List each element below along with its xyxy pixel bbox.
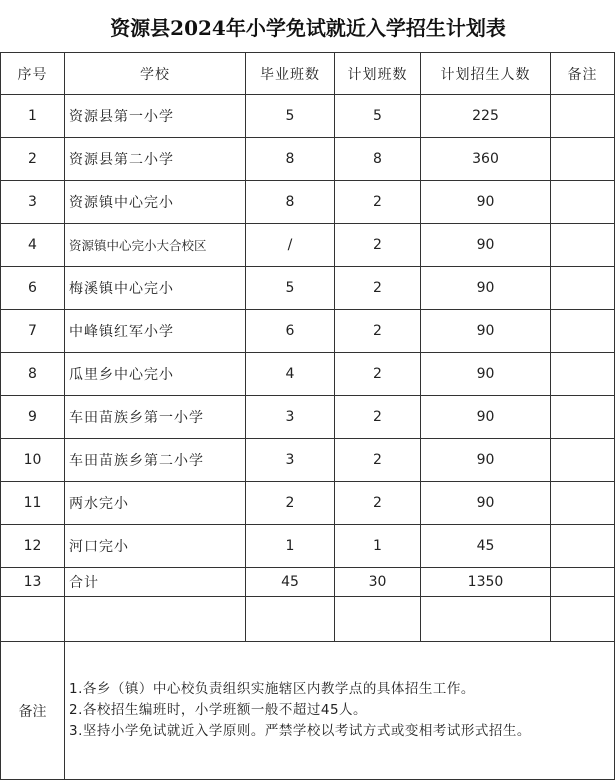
blank-cell: [551, 597, 615, 642]
row-planned-classes: 5: [335, 95, 421, 138]
row-remarks: [551, 353, 615, 396]
row-index: 2: [1, 138, 65, 181]
row-index: 12: [1, 525, 65, 568]
row-remarks: [551, 439, 615, 482]
header-school: 学校: [65, 53, 246, 95]
row-index: 4: [1, 224, 65, 267]
note-item: 2.各校招生编班时，小学班额一般不超过45人。: [69, 702, 368, 718]
row-index: 10: [1, 439, 65, 482]
row-remarks: [551, 224, 615, 267]
row-planned-classes: 2: [335, 267, 421, 310]
row-graduating-classes: /: [246, 224, 335, 267]
row-planned-enrollment: 225: [421, 95, 551, 138]
row-planned-classes: 2: [335, 310, 421, 353]
row-index: 11: [1, 482, 65, 525]
row-remarks: [551, 396, 615, 439]
row-remarks: [551, 181, 615, 224]
table-row: [1, 396, 615, 439]
row-graduating-classes: 5: [246, 95, 335, 138]
row-planned-enrollment: 90: [421, 224, 551, 267]
table-row: [1, 224, 615, 267]
row-remarks: [551, 95, 615, 138]
row-remarks: [551, 482, 615, 525]
row-graduating-classes: 4: [246, 353, 335, 396]
row-graduating-classes: 3: [246, 439, 335, 482]
row-graduating-classes: 2: [246, 482, 335, 525]
row-index: 9: [1, 396, 65, 439]
row-planned-enrollment: 90: [421, 267, 551, 310]
row-planned-classes: 2: [335, 482, 421, 525]
row-planned-enrollment: 90: [421, 482, 551, 525]
table-row: [1, 138, 615, 181]
row-school: 资源镇中心完小: [65, 181, 246, 224]
total-planned-enrollment: 1350: [421, 568, 551, 597]
table-row: [1, 95, 615, 138]
notes-label: 备注: [1, 642, 65, 780]
row-index: 7: [1, 310, 65, 353]
total-planned-classes: 30: [335, 568, 421, 597]
table-row: [1, 310, 615, 353]
row-remarks: [551, 525, 615, 568]
row-graduating-classes: 8: [246, 181, 335, 224]
header-planned-enrollment: 计划招生人数: [421, 53, 551, 95]
blank-cell: [1, 597, 65, 642]
row-graduating-classes: 6: [246, 310, 335, 353]
row-graduating-classes: 1: [246, 525, 335, 568]
row-planned-classes: 2: [335, 353, 421, 396]
total-graduating-classes: 45: [246, 568, 335, 597]
row-school: 资源县第一小学: [65, 95, 246, 138]
row-planned-classes: 2: [335, 181, 421, 224]
row-planned-classes: 2: [335, 396, 421, 439]
row-remarks: [551, 267, 615, 310]
row-planned-enrollment: 90: [421, 396, 551, 439]
row-planned-enrollment: 90: [421, 439, 551, 482]
note-item: 3.坚持小学免试就近入学原则。严禁学校以考试方式或变相考试形式招生。: [69, 723, 531, 739]
row-school: 梅溪镇中心完小: [65, 267, 246, 310]
row-planned-classes: 2: [335, 439, 421, 482]
blank-row: [1, 597, 615, 642]
header-planned-classes: 计划班数: [335, 53, 421, 95]
row-index: 1: [1, 95, 65, 138]
row-graduating-classes: 5: [246, 267, 335, 310]
row-planned-enrollment: 45: [421, 525, 551, 568]
row-school: 中峰镇红军小学: [65, 310, 246, 353]
row-remarks: [551, 310, 615, 353]
row-planned-enrollment: 90: [421, 310, 551, 353]
row-planned-enrollment: 90: [421, 181, 551, 224]
row-remarks: [551, 138, 615, 181]
enrollment-plan-table: [0, 52, 615, 780]
row-school: 车田苗族乡第二小学: [65, 439, 246, 482]
table-row: [1, 482, 615, 525]
row-school: 车田苗族乡第一小学: [65, 396, 246, 439]
blank-cell: [246, 597, 335, 642]
blank-cell: [335, 597, 421, 642]
total-row: [1, 568, 615, 597]
row-planned-classes: 8: [335, 138, 421, 181]
notes-content: [65, 642, 615, 780]
row-planned-classes: 2: [335, 224, 421, 267]
row-school: 资源县第二小学: [65, 138, 246, 181]
row-graduating-classes: 3: [246, 396, 335, 439]
row-planned-enrollment: 90: [421, 353, 551, 396]
note-item: 1.各乡（镇）中心校负责组织实施辖区内教学点的具体招生工作。: [69, 681, 475, 697]
table-title: 资源县2024年小学免试就近入学招生计划表: [110, 15, 506, 40]
row-index: 3: [1, 181, 65, 224]
row-planned-classes: 1: [335, 525, 421, 568]
row-index: 8: [1, 353, 65, 396]
row-school: 瓜里乡中心完小: [65, 353, 246, 396]
notes-row: [1, 642, 615, 780]
table-row: [1, 353, 615, 396]
row-index: 6: [1, 267, 65, 310]
table-row: [1, 439, 615, 482]
header-index: 序号: [1, 53, 65, 95]
blank-cell: [421, 597, 551, 642]
total-label: 合计: [65, 568, 246, 597]
table-row: [1, 267, 615, 310]
row-graduating-classes: 8: [246, 138, 335, 181]
table-row: [1, 525, 615, 568]
header-row: [1, 53, 615, 95]
header-remarks: 备注: [551, 53, 615, 95]
total-remarks: [551, 568, 615, 597]
row-planned-enrollment: 360: [421, 138, 551, 181]
row-school: 资源镇中心完小大合校区: [65, 224, 246, 267]
table-row: [1, 181, 615, 224]
row-school: 河口完小: [65, 525, 246, 568]
blank-cell: [65, 597, 246, 642]
row-school: 两水完小: [65, 482, 246, 525]
header-graduating-classes: 毕业班数: [246, 53, 335, 95]
total-index: 13: [1, 568, 65, 597]
